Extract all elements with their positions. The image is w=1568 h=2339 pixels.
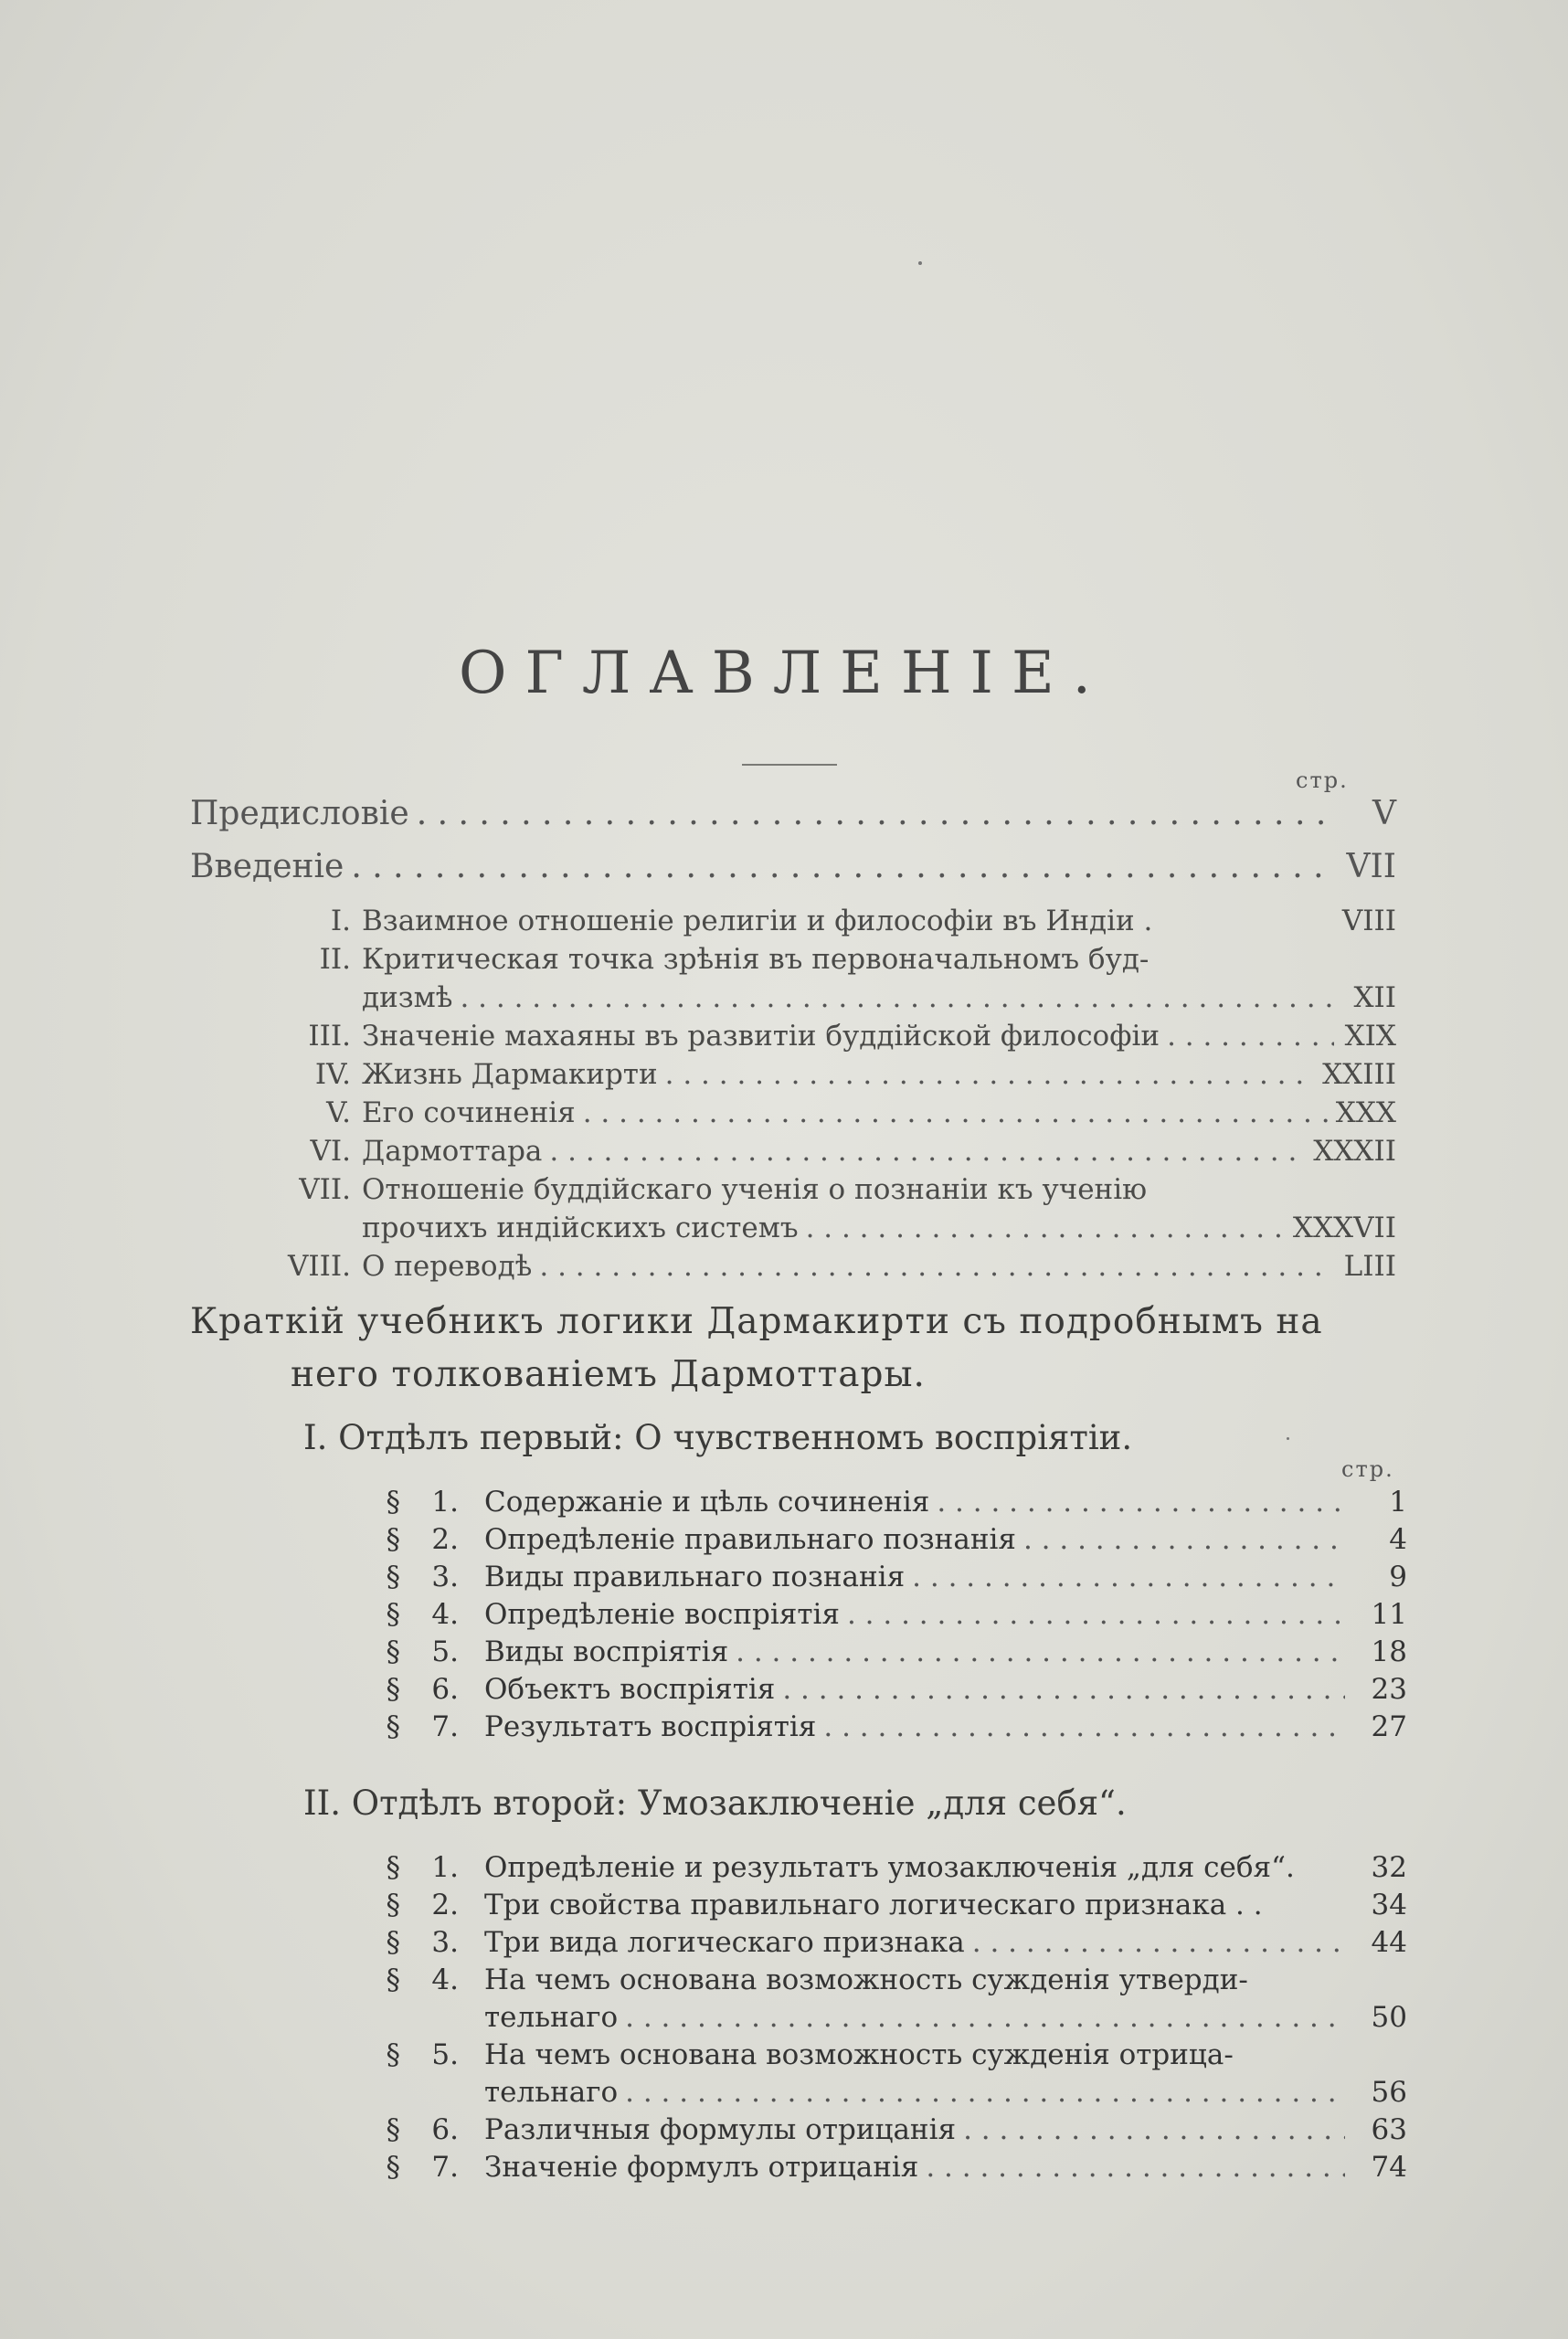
toc-subentry-title: Дармоттара [362, 1135, 543, 1168]
toc-subentry-number: VIII. [288, 1250, 351, 1283]
part-1-entry-title: Объектъ воспріятія [484, 1673, 776, 1706]
part-2-entry-page: 74 [1371, 2151, 1407, 2184]
dot-leader [912, 1561, 1345, 1593]
toc-subentry-title: Жизнь Дармакирти [362, 1058, 658, 1091]
part-2-entry-title: Различныя формулы отрицанія [484, 2113, 957, 2146]
toc-subentry [299, 1173, 1396, 1206]
part-2-entry-number: 1. [431, 1851, 459, 1884]
part-1-entry-page: 4 [1389, 1523, 1407, 1556]
toc-subentry-number: IV. [314, 1058, 351, 1091]
dot-leader [823, 1710, 1345, 1743]
toc-subentry-page: XXXII [1313, 1135, 1396, 1168]
part-2-entry-number: 5. [431, 2038, 459, 2071]
part-2-entry [484, 2076, 1407, 2109]
part-2-entry [386, 2151, 1407, 2184]
part-1-entry-page: 18 [1371, 1635, 1407, 1668]
toc-subentry-page: XII [1353, 981, 1396, 1014]
part-2-heading: II. Отдѣлъ второй: Умозаключеніе „для себя“. [303, 1783, 1127, 1823]
part-2-entry [386, 1851, 1407, 1884]
dot-leader [736, 1635, 1345, 1668]
dot-leader [665, 1058, 1316, 1091]
section-sign: § [386, 2113, 400, 2146]
part-1-entry-number: 4. [431, 1598, 459, 1631]
dot-leader [625, 2076, 1345, 2109]
toc-subentry [362, 981, 1396, 1014]
toc-entry-page: V [1372, 795, 1396, 832]
toc-subentry-title: Его сочиненія [362, 1096, 576, 1129]
section-sign: § [386, 1963, 400, 1996]
toc-subentry-title: прочихъ индійскихъ системъ [362, 1212, 799, 1244]
main-heading-line-1: Краткій учебникъ логики Дармакирти съ подробнымъ на [190, 1301, 1323, 1342]
dot-leader [351, 848, 1334, 885]
dot-leader [460, 981, 1334, 1014]
toc-subentry [362, 1212, 1396, 1244]
part-2-entry-title: Три вида логическаго признака [484, 1926, 965, 1959]
part-2-entry-page: 34 [1371, 1889, 1407, 1921]
paper-speck [1287, 1437, 1289, 1440]
part-2-entry-title: Три свойства правильнаго логическаго признака . . [484, 1889, 1263, 1921]
dot-leader [1167, 1020, 1334, 1053]
section-sign: § [386, 1561, 400, 1593]
toc-subentry-number: V. [326, 1096, 351, 1129]
toc-subentry-title: Отношеніе буддійскаго ученія о познаніи къ ученію [362, 1173, 1148, 1206]
part-1-entry [386, 1561, 1407, 1593]
section-sign: § [386, 1673, 400, 1706]
part-2-entry [484, 2001, 1407, 2034]
toc-subentry-number: VI. [310, 1135, 351, 1168]
part-1-entry [386, 1598, 1407, 1631]
part-2-entry-number: 3. [431, 1926, 459, 1959]
part-2-entry-title: тельнаго [484, 2001, 619, 2034]
section-sign: § [386, 2151, 400, 2184]
part-2-entry [386, 1889, 1407, 1921]
section-sign: § [386, 2038, 400, 2071]
part-1-entry-number: 2. [431, 1523, 459, 1556]
toc-subentry-number: VII. [299, 1173, 351, 1206]
part-1-entry-page: 9 [1389, 1561, 1407, 1593]
toc-entry-title: Введеніе [190, 848, 344, 885]
part-1-entry-title: Содержаніе и цѣль сочиненія [484, 1486, 930, 1519]
part-2-entry-title: Опредѣленіе и результатъ умозаключенія „для себя“. [484, 1851, 1295, 1884]
toc-subentry [310, 1135, 1396, 1168]
part-1-entry-title: Виды правильнаго познанія [484, 1561, 906, 1593]
part-1-entry-title: Виды воспріятія [484, 1635, 729, 1668]
dot-leader [972, 1926, 1345, 1959]
part-1-entry [386, 1710, 1407, 1743]
toc-subentry-number: III. [308, 1020, 351, 1053]
section-sign: § [386, 1889, 400, 1921]
toc-subentry-page: XXX [1335, 1096, 1396, 1129]
toc-subentry [288, 1250, 1396, 1283]
toc-subentry [330, 905, 1396, 937]
part-2-entry [386, 2038, 1407, 2071]
part-1-entry [386, 1635, 1407, 1668]
toc-subentry-page: LIII [1343, 1250, 1396, 1283]
part-1-entry-number: 5. [431, 1635, 459, 1668]
dot-leader [847, 1598, 1345, 1631]
part-1-entry-page: 27 [1371, 1710, 1407, 1743]
section-sign: § [386, 1710, 400, 1743]
dot-leader [1023, 1523, 1345, 1556]
part-2-entry-page: 63 [1371, 2113, 1407, 2146]
toc-subentry-page: XXXVII [1292, 1212, 1396, 1244]
section-sign: § [386, 1598, 400, 1631]
part-2-entry-page: 32 [1371, 1851, 1407, 1884]
toc-entry [190, 848, 1396, 885]
part-1-entry-number: 6. [431, 1673, 459, 1706]
page-title: ОГЛАВЛЕНІЕ. [458, 640, 1110, 707]
toc-subentry [314, 1058, 1396, 1091]
dot-leader [583, 1096, 1329, 1129]
toc-subentry-title: Критическая точка зрѣнія въ первоначальномъ буд- [362, 943, 1150, 976]
part-2-entry-title: На чемъ основана возможность сужденія утверди- [484, 1963, 1248, 1996]
part-1-entry-page: 23 [1371, 1673, 1407, 1706]
part-2-entry-number: 6. [431, 2113, 459, 2146]
dot-leader [549, 1135, 1306, 1168]
dot-leader [782, 1673, 1345, 1706]
part-1-entry-title: Опредѣленіе правильнаго познанія [484, 1523, 1016, 1556]
toc-subentry-title: Взаимное отношеніе религіи и философіи въ Индіи . [362, 905, 1153, 937]
section-sign: § [386, 1635, 400, 1668]
toc-subentry-number: I. [330, 905, 351, 937]
part-2-entry-number: 2. [431, 1889, 459, 1921]
part-2-entry-number: 4. [431, 1963, 459, 1996]
toc-subentry-number: II. [319, 943, 351, 976]
part-2-entry [386, 1963, 1407, 1996]
part-1-entry-number: 3. [431, 1561, 459, 1593]
paper-speck [918, 261, 922, 265]
part-2-entry-page: 50 [1371, 2001, 1407, 2034]
part-2-entry-title: Значеніе формулъ отрицанія [484, 2151, 919, 2184]
part-2-entry-page: 56 [1371, 2076, 1407, 2109]
part-2-entry-page: 44 [1371, 1926, 1407, 1959]
toc-subentry-title: О переводѣ [362, 1250, 533, 1283]
section-sign: § [386, 1851, 400, 1884]
part-1-entry-number: 7. [431, 1710, 459, 1743]
dot-leader [937, 1486, 1345, 1519]
part-2-entry-number: 7. [431, 2151, 459, 2184]
toc-subentry [326, 1096, 1396, 1129]
toc-subentry [319, 943, 1396, 976]
page-column-label: стр. [1296, 767, 1349, 793]
part-1-entry-page: 11 [1371, 1598, 1407, 1631]
section-sign: § [386, 1523, 400, 1556]
dot-leader [625, 2001, 1345, 2034]
toc-entry [190, 795, 1396, 832]
section-sign: § [386, 1926, 400, 1959]
toc-subentry-page: VIII [1341, 905, 1396, 937]
toc-entry-title: Предисловіе [190, 795, 409, 832]
part-1-entry [386, 1486, 1407, 1519]
part-1-entry [386, 1523, 1407, 1556]
toc-entry-page: VII [1346, 848, 1396, 885]
toc-subentry-page: XIX [1344, 1020, 1396, 1053]
dot-leader [963, 2113, 1345, 2146]
part-1-entry-title: Опредѣленіе воспріятія [484, 1598, 840, 1631]
part-1-page-column-label: стр. [1341, 1456, 1394, 1482]
main-heading-line-2: него толкованіемъ Дармоттары. [291, 1354, 926, 1395]
part-1-entry-page: 1 [1389, 1486, 1407, 1519]
dot-leader [539, 1250, 1334, 1283]
toc-subentry [308, 1020, 1396, 1053]
toc-subentry-title: Значеніе махаяны въ развитіи буддійской философіи [362, 1020, 1160, 1053]
part-1-heading: I. Отдѣлъ первый: О чувственномъ воспріятіи. [303, 1418, 1133, 1457]
part-1-entry-number: 1. [431, 1486, 459, 1519]
dot-leader [806, 1212, 1286, 1244]
dot-leader [417, 795, 1334, 832]
toc-subentry-title: дизмѣ [362, 981, 453, 1014]
part-1-entry-title: Результатъ воспріятія [484, 1710, 817, 1743]
part-2-entry [386, 1926, 1407, 1959]
part-2-entry [386, 2113, 1407, 2146]
part-2-entry-title: тельнаго [484, 2076, 619, 2109]
dot-leader [926, 2151, 1345, 2184]
part-1-entry [386, 1673, 1407, 1706]
part-2-entry-title: На чемъ основана возможность сужденія отрица- [484, 2038, 1234, 2071]
toc-subentry-page: XXIII [1322, 1058, 1396, 1091]
section-sign: § [386, 1486, 400, 1519]
